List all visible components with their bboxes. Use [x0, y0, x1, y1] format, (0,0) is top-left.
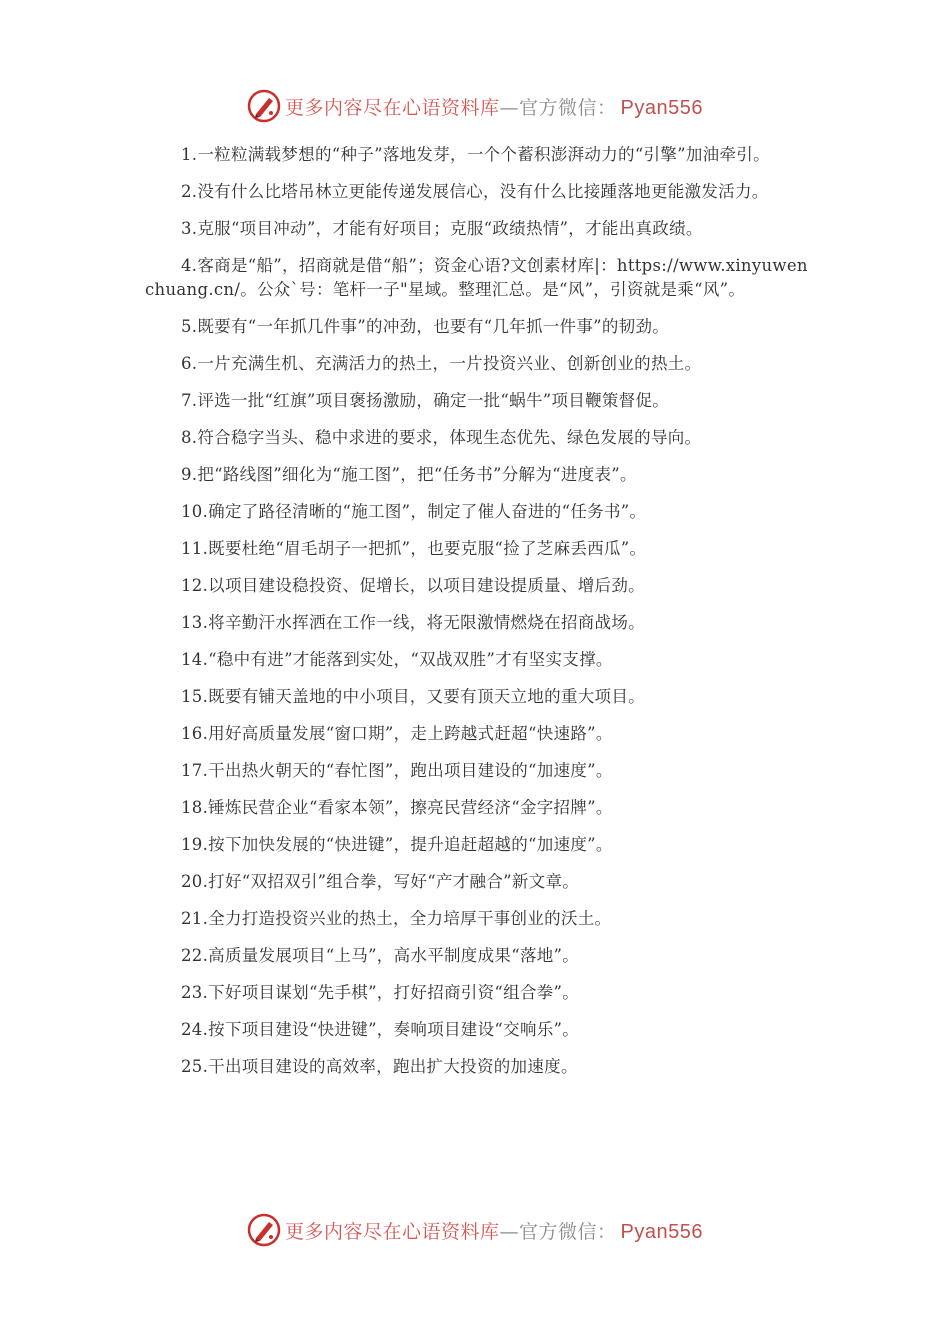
document-body [145, 143, 810, 1092]
paragraph-1: 1.一粒粒满载梦想的“种子”落地发芽，一个个蓄积澎湃动力的“引擎”加油牵引。 [181, 145, 770, 164]
footer-dash: — [499, 1220, 520, 1243]
header-library-name: 更多内容尽在心语资料库 [285, 96, 500, 119]
paragraph-21: 21.全力打造投资兴业的热土，全力培厚干事创业的沃土。 [181, 909, 612, 928]
paragraph-12: 12.以项目建设稳投资、促增长，以项目建设提质量、增后劲。 [181, 576, 645, 595]
pen-logo-icon [247, 89, 281, 123]
header-wechat-label: 官方微信： [519, 96, 617, 119]
paragraph-7: 7.评选一批“红旗”项目褒扬激励，确定一批“蜗牛”项目鞭策督促。 [181, 391, 670, 410]
paragraph-13: 13.将辛勤汗水挥洒在工作一线，将无限激情燃烧在招商战场。 [181, 613, 645, 632]
pen-logo-icon [247, 1213, 281, 1247]
paragraph-14: 14.“稳中有进”才能落到实处，“双战双胜”才有坚实支撑。 [181, 650, 613, 669]
paragraph-2: 2.没有什么比塔吊林立更能传递发展信心，没有什么比接踵落地更能激发活力。 [181, 182, 769, 201]
footer-wechat-id: Pyan556 [620, 1220, 703, 1243]
paragraph-16: 16.用好高质量发展“窗口期”，走上跨越式赶超“快速路”。 [181, 724, 613, 743]
footer-library-name: 更多内容尽在心语资料库 [285, 1220, 500, 1243]
paragraph-19: 19.按下加快发展的“快进键”，提升追赶超越的“加速度”。 [181, 835, 613, 854]
paragraph-23: 23.下好项目谋划“先手棋”，打好招商引资“组合拳”。 [181, 983, 580, 1002]
paragraph-6: 6.一片充满生机、充满活力的热土，一片投资兴业、创新创业的热土。 [181, 354, 702, 373]
footer-text [285, 1217, 703, 1244]
paragraph-17: 17.干出热火朝天的“春忙图”，跑出项目建设的“加速度”。 [181, 761, 613, 780]
header-dash: — [499, 96, 520, 119]
footer-wechat-label: 官方微信： [519, 1220, 617, 1243]
paragraph-18: 18.锤炼民营企业“看家本领”，擦亮民营经济“金字招牌”。 [181, 798, 613, 817]
paragraph-9: 9.把“路线图”细化为“施工图”，把“任务书”分解为“进度表”。 [181, 465, 637, 484]
header-banner [0, 86, 950, 126]
paragraph-10: 10.确定了路径清晰的“施工图”，制定了催人奋进的“任务书”。 [181, 502, 647, 521]
paragraph-4: 4.客商是“船”，招商就是借“船”；资金心语?文创素材库|：https://www.xinyuwenchuang.cn/。公众`号：笔杆一子"星域。整理汇总。是“风”，引资就是乘“风”。 [145, 256, 808, 299]
paragraph-5: 5.既要有“一年抓几件事”的冲劲，也要有“几年抓一件事”的韧劲。 [181, 317, 670, 336]
paragraph-24: 24.按下项目建设“快进键”，奏响项目建设“交响乐”。 [181, 1020, 580, 1039]
paragraph-3: 3.克服“项目冲动”，才能有好项目；克服“政绩热情”，才能出真政绩。 [181, 219, 703, 238]
paragraph-25: 25.干出项目建设的高效率，跑出扩大投资的加速度。 [181, 1057, 578, 1076]
paragraph-22: 22.高质量发展项目“上马”，高水平制度成果“落地”。 [181, 946, 580, 965]
header-text [285, 93, 703, 120]
header-wechat-id: Pyan556 [620, 96, 703, 119]
footer-banner [0, 1210, 950, 1250]
paragraph-15: 15.既要有铺天盖地的中小项目，又要有顶天立地的重大项目。 [181, 687, 645, 706]
paragraph-11: 11.既要杜绝“眉毛胡子一把抓”，也要克服“捡了芝麻丢西瓜”。 [181, 539, 647, 558]
paragraph-8: 8.符合稳字当头、稳中求进的要求，体现生态优先、绿色发展的导向。 [181, 428, 702, 447]
paragraph-20: 20.打好“双招双引”组合拳，写好“产才融合”新文章。 [181, 872, 580, 891]
